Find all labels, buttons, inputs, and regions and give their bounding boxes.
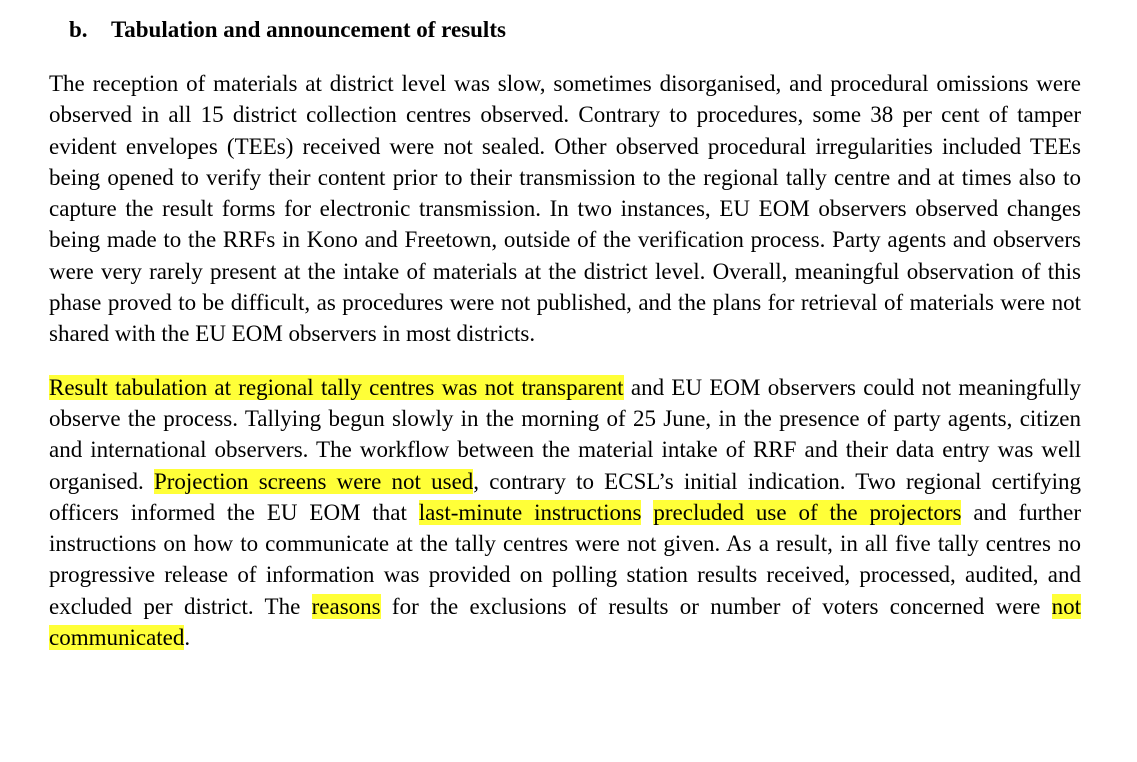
paragraph-text: , contrary to ECSL’s initial indication. Two regional certifying officers informed the EU EOM that — [49, 468, 1081, 525]
paragraph-text: and EU EOM observers could not meaningfully observe the process. Tallying begun slowly in the morning of 25 June, in the presence of party agents, citizen and international observers. The workflow between the material intake of RRF and their data entry was well organised. — [49, 374, 1081, 494]
highlighted-text: last-minute instructions — [418, 499, 642, 525]
paragraph-text: and further instructions on how to communicate at the tally centres were not given. As a result, in all five tally centres no progressive release of information was provided on polling station results received, processed, audited, and excluded per district. The — [49, 499, 1082, 619]
highlighted-text: not communicated — [49, 593, 1081, 651]
section-heading — [69, 14, 1081, 46]
highlighted-text: reasons — [311, 593, 381, 619]
section-title: Tabulation and announcement of results — [111, 17, 506, 42]
paragraph-text: The reception of materials at district level was slow, sometimes disorganised, and procedural omissions were observed in all 15 district collection centres observed. Contrary to procedures, some 38 per cent of tamper evident envelopes (TEEs) received were not sealed. Other observed procedural irregularities included TEEs being opened to verify their content prior to their transmission to the regional tally centre and at times also to capture the result forms for electronic transmission. In two instances, EU EOM observers observed changes being made to the RRFs in Kono and Freetown, outside of the verification process. Party agents and observers were very rarely present at the intake of materials at the district level. Overall, meaningful observation of this phase proved to be difficult, as procedures were not published, and the plans for retrieval of materials were not shared with the EU EOM observers in most districts. — [49, 71, 1081, 347]
highlighted-text: Result tabulation at regional tally centres was not transparent — [49, 374, 624, 400]
paragraph-reception — [49, 68, 1081, 350]
paragraph-text: for the exclusions of results or number of voters concerned were — [380, 593, 1052, 619]
paragraph-text — [641, 500, 653, 525]
section-number: b. — [69, 17, 88, 42]
highlighted-text: Projection screens were not used — [153, 468, 474, 494]
document-page — [49, 14, 1081, 653]
paragraph-tabulation — [49, 372, 1081, 654]
highlighted-text: precluded use of the projectors — [653, 499, 962, 525]
paragraph-text: . — [184, 625, 191, 651]
